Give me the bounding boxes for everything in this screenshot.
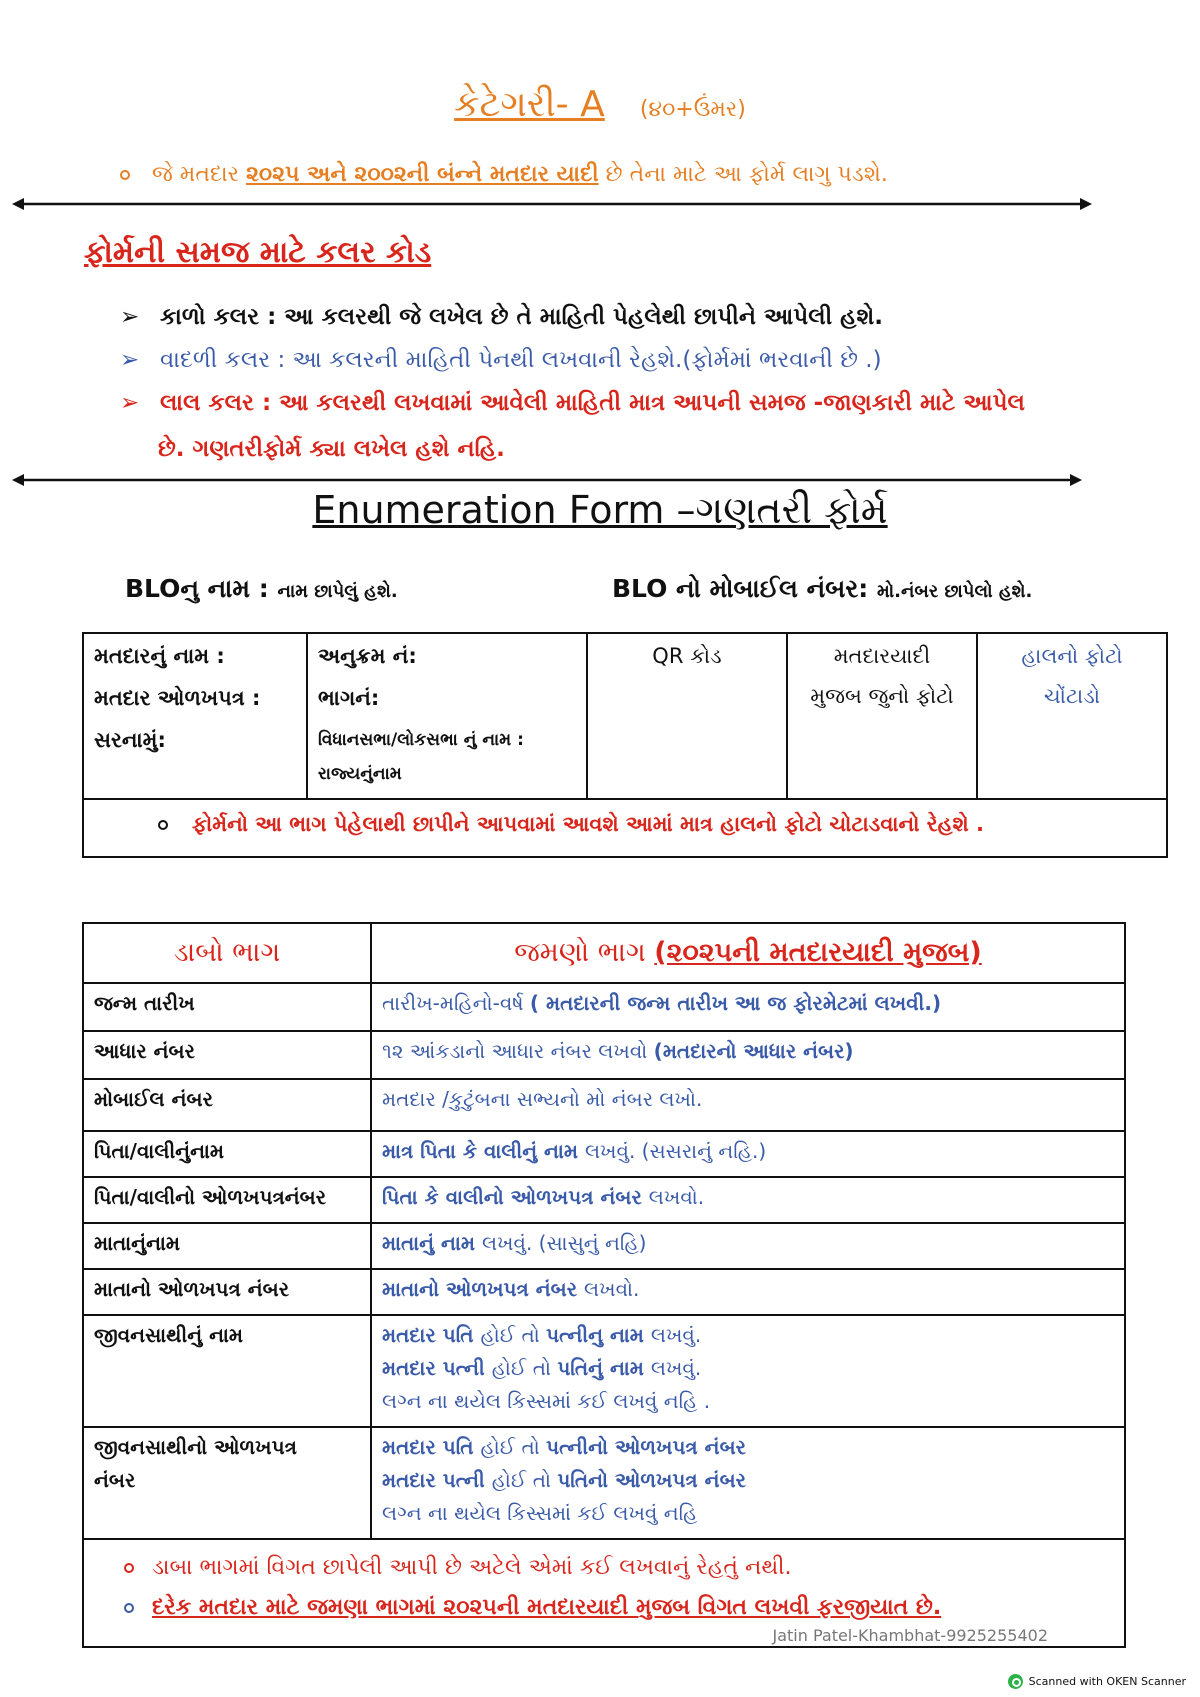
- voter-serial-cell: [308, 634, 588, 798]
- note-mandatory-text: દરેક મતદાર માટે જમણા ભાગમાં ૨૦૨૫ની મતદારયાદી મુજબ વિગત લખવી ફરજીયાત છે.: [152, 1595, 942, 1620]
- scanner-watermark: [1008, 1674, 1186, 1689]
- instruction-segment: હોઈ તો: [491, 1468, 558, 1492]
- field-label-cell: [83, 1223, 371, 1269]
- instruction-segment: મતદાર પત્ની: [382, 1468, 492, 1492]
- field-label: આધાર નંબર: [94, 1039, 195, 1063]
- field-label-cell: [83, 983, 371, 1031]
- qr-code-cell: [588, 634, 788, 798]
- instruction-line: [382, 990, 1114, 1023]
- field-label-cell: [83, 1269, 371, 1315]
- table-row: [83, 1177, 1125, 1223]
- field-instruction-cell: [371, 1315, 1125, 1427]
- legend-red: [120, 390, 1025, 416]
- instruction-segment: પત્નીનો ઓળખપત્ર નંબર: [546, 1435, 746, 1459]
- blo-name-value: નામ છાપેલું હશે.: [277, 581, 398, 602]
- qr-code-label: QR કોડ: [652, 644, 722, 668]
- field-instruction-cell: [371, 1177, 1125, 1223]
- arrow-bullet-icon: ➢: [120, 304, 140, 330]
- field-label: માતાનુંનામ: [94, 1231, 180, 1255]
- instruction-line: [382, 1086, 1114, 1119]
- state-label: રાજ્યનુંનામ: [318, 764, 402, 784]
- instruction-segment: મતદાર પતિ: [382, 1323, 481, 1347]
- field-label: માતાનો ઓળખપત્ર નંબર: [94, 1277, 290, 1301]
- arrow-bullet-icon: ➢: [120, 390, 140, 416]
- instruction-segment: મતદાર પત્ની: [382, 1356, 492, 1380]
- form-title: Enumeration Form –ગણતરી ફોર્મ: [312, 488, 888, 532]
- field-label-cell: [83, 1427, 371, 1539]
- instruction-line: [382, 1322, 1114, 1355]
- instruction-line: [382, 1138, 1114, 1171]
- old-photo-label-2: મુજબ જુનો ફોટો: [810, 684, 954, 708]
- table-row: [83, 1031, 1125, 1079]
- voter-info-box: [82, 632, 1168, 858]
- circle-bullet-icon: [120, 170, 130, 180]
- instruction-line: [382, 1184, 1114, 1217]
- category-subtitle: (૪૦+ઉંમર): [639, 97, 746, 122]
- table-row: [83, 1427, 1125, 1539]
- field-label-cell: [83, 1315, 371, 1427]
- applies-statement: [120, 162, 888, 187]
- category-title: કેટેગરી- A: [454, 84, 605, 125]
- instruction-segment: હોઈ તો: [480, 1323, 547, 1347]
- instruction-segment: લખવું. (સાસુનું નહિ): [481, 1231, 647, 1255]
- circle-bullet-icon: [158, 820, 168, 830]
- field-instruction-cell: [371, 1427, 1125, 1539]
- instruction-segment: પત્નીનુ નામ: [546, 1323, 651, 1347]
- voter-id-label: મતદાર ઓળખપત્ર :: [94, 686, 261, 710]
- table-row: [83, 1315, 1125, 1427]
- instruction-segment: તારીખ-મહિનો-વર્ષ: [382, 991, 530, 1015]
- instruction-segment: હોઈ તો: [491, 1356, 558, 1380]
- table-row: [83, 1131, 1125, 1177]
- instruction-line: [382, 1434, 1114, 1467]
- color-code-heading: ફોર્મની સમજ માટે કલર કોડ: [84, 235, 432, 270]
- field-label-cell: [83, 1131, 371, 1177]
- table-row: [83, 983, 1125, 1031]
- right-part-header-emphasis: (૨૦૨૫ની મતદારયાદી મુજબ): [654, 937, 982, 968]
- voter-identity-cell: [84, 634, 308, 798]
- applies-emphasis: ૨૦૨૫ અને ૨૦૦૨ની બંન્ને મતદાર યાદી: [245, 162, 599, 187]
- constituency-label: વિધાનસભા/લોકસભા નું નામ :: [318, 730, 524, 750]
- instruction-segment: લગ્ન ના થયેલ કિસ્સમાં કઈ લખવું નહિ .: [382, 1389, 711, 1413]
- instruction-segment: ૧૨ આંકડાનો આધાર નંબર લખવો: [382, 1039, 654, 1063]
- field-instruction-cell: [371, 1079, 1125, 1131]
- instruction-line: [382, 1230, 1114, 1263]
- voter-name-label: મતદારનું નામ :: [94, 644, 225, 668]
- instruction-segment: લખવું.: [650, 1323, 702, 1347]
- scanner-text: Scanned with OKEN Scanner: [1028, 1675, 1186, 1688]
- note-line-left-part: [124, 1550, 1124, 1590]
- field-instruction-cell: [371, 1223, 1125, 1269]
- field-instruction-cell: [371, 1131, 1125, 1177]
- instruction-segment: લખવું.: [650, 1356, 702, 1380]
- field-label: જીવનસાથીનું નામ: [94, 1323, 244, 1347]
- field-label-cell: [83, 1079, 371, 1131]
- blo-mobile-value: મો.નંબર છાપેલો હશે.: [876, 581, 1033, 602]
- circle-bullet-icon: [124, 1563, 134, 1573]
- blo-mobile: [612, 574, 1032, 604]
- instruction-segment: માત્ર પિતા કે વાલીનું નામ: [382, 1139, 585, 1163]
- field-instruction-cell: [371, 1031, 1125, 1079]
- instruction-line: [382, 1467, 1114, 1500]
- current-photo-label-1: હાલનો ફોટો: [1021, 644, 1123, 668]
- instruction-segment: લખવો.: [648, 1185, 705, 1209]
- legend-red-text: લાલ કલર : આ કલરથી લખવામાં આવેલી માહિતી માત્ર આપની સમજ -જાણકારી માટે આપેલ: [160, 390, 1025, 416]
- legend-blue-text: વાદળી કલર : આ કલરની માહિતી પેનથી લખવાની રેહશે.(ફોર્મમાં ભરવાની છે .): [160, 347, 882, 373]
- details-table: [82, 922, 1126, 1648]
- right-part-header-prefix: જમણો ભાગ: [514, 937, 655, 968]
- table-row: [83, 1223, 1125, 1269]
- field-label: મોબાઈલ નંબર: [94, 1087, 213, 1111]
- voter-box-note-text: ફોર્મનો આ ભાગ પેહેલાથી છાપીને આપવામાં આવશે આમાં માત્ર હાલનો ફોટો ચોટાડવાનો રેહશે .: [192, 812, 985, 836]
- legend-black: [120, 304, 883, 330]
- instruction-line: [382, 1355, 1114, 1388]
- field-label: પિતા/વાલીનુંનામ: [94, 1139, 224, 1163]
- field-label: નંબર: [94, 1468, 136, 1492]
- instruction-segment: હોઈ તો: [480, 1435, 547, 1459]
- field-label-cell: [83, 1177, 371, 1223]
- field-label: પિતા/વાલીનો ઓળખપત્રનંબર: [94, 1185, 327, 1209]
- field-instruction-cell: [371, 983, 1125, 1031]
- applies-suffix: છે તેના માટે આ ફોર્મ લાગુ પડશે.: [598, 162, 888, 187]
- legend-black-text: કાળો કલર : આ કલરથી જે લખેલ છે તે માહિતી પેહલેથી છાપીને આપેલી હશે.: [160, 304, 883, 330]
- double-arrow-divider-top: [12, 196, 1092, 212]
- current-photo-cell: [978, 634, 1166, 798]
- category-line: [0, 84, 1200, 126]
- field-label: જન્મ તારીખ: [94, 991, 195, 1015]
- details-table-header: [83, 923, 1125, 983]
- instruction-segment: પતિનું નામ: [557, 1356, 651, 1380]
- circle-bullet-icon: [124, 1603, 134, 1613]
- right-part-header: [371, 923, 1125, 983]
- instruction-segment: પિતા કે વાલીનો ઓળખપત્ર નંબર: [382, 1185, 649, 1209]
- instruction-segment: લખવો.: [584, 1277, 640, 1301]
- part-number-label: ભાગનં:: [318, 686, 380, 710]
- instruction-line: [382, 1500, 1114, 1533]
- blo-name: [125, 574, 398, 604]
- instruction-segment: મતદાર /કુટુંબના સભ્યનો મો નંબર લખો.: [382, 1087, 703, 1111]
- serial-number-label: અનુક્રમ નં:: [318, 644, 417, 668]
- applies-prefix: જે મતદાર: [152, 162, 246, 187]
- field-instruction-cell: [371, 1269, 1125, 1315]
- voter-box-divider: [84, 798, 1166, 800]
- address-label: સરનામું:: [94, 728, 166, 752]
- legend-blue: [120, 347, 882, 373]
- instruction-segment: માતાનું નામ: [382, 1231, 482, 1255]
- voter-box-note: [158, 812, 984, 837]
- instruction-segment: ( મતદારની જન્મ તારીખ આ જ ફોરમેટમાં લખવી.): [529, 991, 942, 1015]
- instruction-segment: માતાનો ઓળખપત્ર નંબર: [382, 1277, 585, 1301]
- instruction-line: [382, 1388, 1114, 1421]
- field-label-cell: [83, 1031, 371, 1079]
- double-arrow-divider-bottom: [12, 472, 1082, 488]
- old-photo-label-1: મતદારયાદી: [833, 644, 931, 668]
- arrow-bullet-icon: ➢: [120, 347, 140, 373]
- old-photo-cell: [788, 634, 978, 798]
- table-row: [83, 1079, 1125, 1131]
- field-label: જીવનસાથીનો ઓળખપત્ર: [94, 1435, 297, 1459]
- instruction-line: [382, 1038, 1114, 1071]
- instruction-segment: લગ્ન ના થયેલ કિસ્સમાં કઈ લખવું નહિ: [382, 1501, 698, 1525]
- note-line-mandatory: [124, 1590, 1124, 1630]
- instruction-segment: પતિનો ઓળખપત્ર નંબર: [557, 1468, 746, 1492]
- instruction-segment: (મતદારનો આધાર નંબર): [653, 1039, 854, 1063]
- table-row: [83, 1269, 1125, 1315]
- left-part-header: ડાબો ભાગ: [83, 923, 371, 983]
- blo-name-label: BLOનુ નામ :: [125, 574, 278, 603]
- blo-mobile-label: BLO નો મોબાઈલ નંબર:: [612, 574, 877, 603]
- note-left-part-text: ડાબા ભાગમાં વિગત છાપેલી આપી છે અટેલે એમાં કઈ લખવાનું રેહતું નથી.: [152, 1555, 792, 1580]
- instruction-segment: લખવું. (સસરાનું નહિ.): [584, 1139, 767, 1163]
- scanner-logo-icon: [1008, 1674, 1023, 1689]
- instruction-line: [382, 1276, 1114, 1309]
- instruction-segment: મતદાર પતિ: [382, 1435, 481, 1459]
- current-photo-label-2: ચોંટાડો: [1043, 684, 1101, 708]
- author-credit: Jatin Patel-Khambhat-9925255402: [772, 1626, 1048, 1645]
- legend-red-continuation: છે. ગણતરીફોર્મ ક્યા લખેલ હશે નહિ.: [158, 436, 505, 462]
